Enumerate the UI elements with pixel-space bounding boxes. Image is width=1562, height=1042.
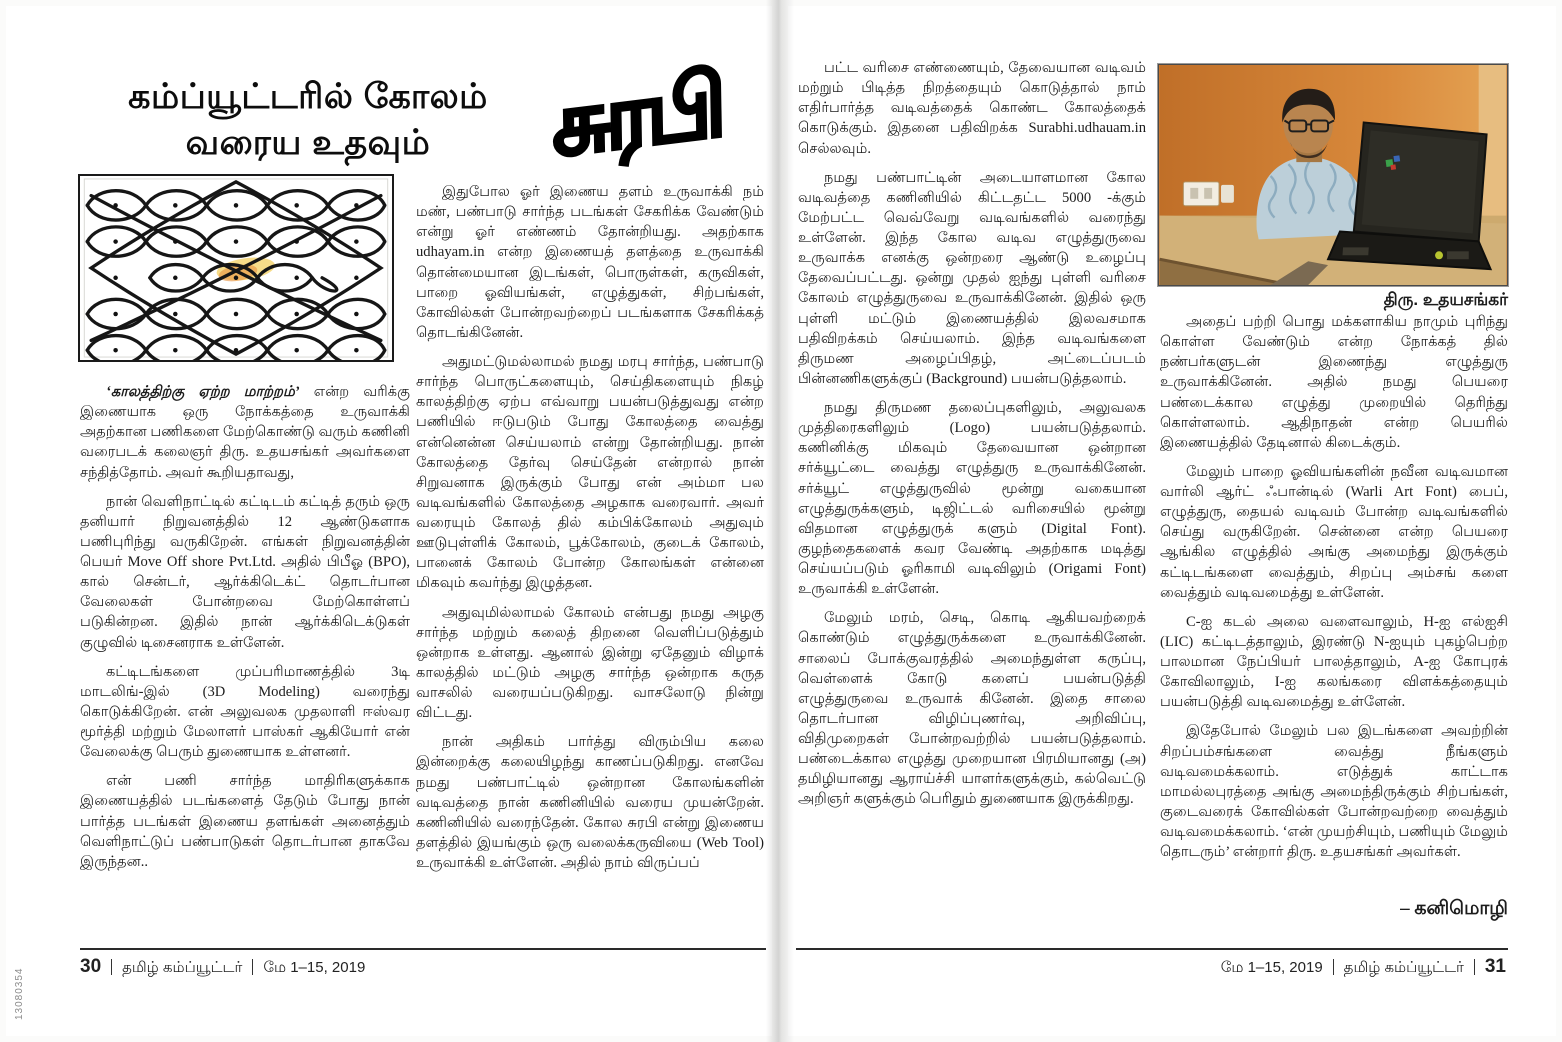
article-title bbox=[88, 74, 528, 166]
paragraph: நான் வெளிநாட்டில் கட்டிடம் கட்டித் தரும் ஒரு தனியார் நிறுவனத்தில் 12 ஆண்டுகளாக பணிபுரிந்து வருகிறேன். எங்கள் நிறுவனத்தின் பெயர் Move Off shore Pvt.Ltd. அதில் பிபீஓ (BPO), கால் சென்டர், ஆர்க்கிடெக்ட் தொடர்பான வேலைகள் போன்றவை மேற்கொள்ளப் படுகின்றன. இதில் நான் ஆர்க்கிடெக்டுகள் குழுவில் டிசைனராக உள்ளேன். bbox=[80, 493, 410, 651]
paragraph: C-ஐ கடல் அலை வளைவாலும், H-ஐ எல்ஐசி (LIC) கட்டிடத்தாலும், இரண்டு N-ஐயும் புகழ்பெற்ற பாலமான நேப்பியர் பாலத்தாலும், A-ஐ கோபுரக் கோவிலாலும், I-ஐ கலங்கரை விளக்கத்தையும் பயன்படுத்தி வடிவமைத்து உள்ளேன். bbox=[1160, 613, 1508, 711]
print-edge-code: 13080354 bbox=[14, 967, 25, 1020]
paragraph: என் பணி சார்ந்த மாதிரிகளுக்காக இணையத்தில் படங்களைத் தேடும் போது நான் பார்த்த படங்கள் இணைய தளங்கள் அனைத்தும் வெளிநாட்டுப் பண்பாடுகள் தொடர்பான தாகவே இருந்தன.. bbox=[80, 773, 410, 870]
intro-lead-phrase: ‘காலத்திற்கு ஏற்ற மாற்றம்’ bbox=[106, 384, 300, 400]
paragraph: நமது பண்பாட்டின் அடையாளமான கோல வடிவத்தை கணினியில் கிட்டதட்ட 5000 -க்கும் மேற்பட்ட வெவ்வேறு வடிவங்களில் வரைந்து உள்ளேன். இந்த கோல வடிவ எழுத்துருவை உருவாக்க எனக்கு ஒன்றரை ஆண்டு உழைப்பு தேவைப்பட்டது. ஒன்று முதல் ஐந்து புள்ளி வரிசை கோலம் எழுத்துருவை உருவாக்கினேன். இதில் ஒரு புள்ளி மட்டும் இணையத்தில் இலவசமாக பதிவிறக்கம் செய்யலாம். இந்த வடிவங்களை திருமண அழைப்பிதழ், அட்டைப்படம் பின்னணிகளுக்குப் (Background) பயன்படுத்தலாம். bbox=[798, 169, 1146, 387]
interviewee-photo bbox=[1158, 64, 1508, 286]
article-title-line1: கம்ப்யூட்டரில் கோலம் bbox=[128, 77, 488, 116]
kolam-line-drawing bbox=[80, 176, 392, 360]
paragraph: பட்ட வரிசை எண்ணையும், தேவையான வடிவம் மற்றும் பிடித்த நிறத்தையும் கொடுத்தால் நாம் எதிர்பார்த்த வடிவத்தைக் கொண்ட கோலத்தைக் கொடுக்கும். இதனை பதிவிறக்க Surabhi.udhauam.in செல்லவும். bbox=[798, 60, 1146, 157]
paragraph: மேலும் மரம், செடி, கொடி ஆகியவற்றைக் கொண்டும் எழுத்துருக்களை உருவாக்கினேன். சாலைப் போக்குவரத்தில் அமைந்துள்ள கருப்பு, வெள்ளைக் கோடு களைப் பயன்படுத்தி எழுத்துருவை உருவாக் கினேன். இதை சாலை தொடர்பான விழிப்புணர்வு, அறிவிப்பு, விதிமுறைகள் போன்றவற்றில் பயன்படுத்தலாம். பண்டைக்கால எழுத்து முறையான பிரமியானது (அ) தமிழியானது ஆராய்ச்சி யாளர்களுக்கும், கல்வெட்டு அறிஞர் களுக்கும் பெரிதும் துணையாக இருக்கிறது. bbox=[798, 610, 1146, 808]
right-page-column-2 bbox=[1160, 312, 1508, 944]
paragraph: அதுமட்டுமல்லாமல் நமது மரபு சார்ந்த, பண்பாடு சார்ந்த பொருட்களையும், செய்திகளையும் நிகழ் காலத்திற்கு ஏற்ப எவ்வாறு பயன்படுத்துவது என்ற பணியில் ஈடுபடும் போது கோலத்தை வைத்து என்னென்ன செய்யலாம் என்று தோன்றியது. நான் கோலத்தை தேர்வு செய்தேன் என்றால் நான் சிறுவனாக இருக்கும் போது என் அம்மா பல வடிவங்களில் கோலத்தை அழகாக வரைவார். அவர் வரையும் கோலத் தில் கம்பிக்கோலம் அதுவும் ஊடுபுள்ளிக் கோலம், பூக்கோலம், குடைக் கோலம், பானைக் கோலம் போன்ற கோலங்கள் என்னை மிகவும் கவர்ந்து இழுத்தன. bbox=[416, 354, 764, 592]
issue-date: மே 1–15, 2019 bbox=[1220, 959, 1323, 976]
footer-divider bbox=[252, 959, 253, 975]
paragraph bbox=[80, 382, 410, 483]
issue-date: மே 1–15, 2019 bbox=[263, 959, 366, 976]
paragraph: நமது திருமண தலைப்புகளிலும், அலுவலக முத்திரைகளிலும் (Logo) பயன்படுத்தலாம். கணினிக்கு மிகவும் தேவையான ஒன்றான சர்க்யூட்டை வைத்து எழுத்துரு உருவாக்கினேன். சர்க்யூட் எழுத்துருவில் மூன்று வகையான எழுத்துருக்களும், டிஜிட்டல் வரிசையில் மூன்று விதமான எழுத்துருக் களும் (Digital Font). குழந்தைகளைக் கவர வேண்டி அதற்காக மடித்து செய்யப்படும் ஓரிகாமி வடிவிலும் (Origami Font) உருவாக்கி உள்ளேன். bbox=[798, 400, 1146, 598]
paragraph: அதுவுமில்லாமல் கோலம் என்பது நமது அழகு சார்ந்த மற்றும் கலைத் திறனை வெளிப்படுத்தும் ஒன்றாக உள்ளது. ஆனால் இன்று ஏதேனும் விழாக் காலத்தில் மட்டும் அழகு சார்ந்த ஒன்றாக கருத வாசலில் வரையப்படுகிறது. வாசலோடு நின்று விட்டது. bbox=[416, 604, 764, 722]
paragraph: மேலும் பாறை ஓவியங்களின் நவீன வடிவமான வார்லி ஆர்ட் ஃபான்டில் (Warli Art Font) பைப், எழுத்துரு, தையல் வடிவம் போன்ற வடிவங்களில் செய்து வருகிறேன். சென்னை என்ற பெயரை ஆங்கில எழுத்தில் அங்கு அமைந்து இருக்கும் கட்டிடங்களை வைத்தும், சிறப்பு அம்சங் களை வைத்தும் வடிவமைத்து உள்ளேன். bbox=[1160, 463, 1508, 601]
right-page-number: 31 bbox=[1484, 956, 1506, 977]
kolam-illustration bbox=[78, 174, 394, 362]
paragraph: கட்டிடங்களை முப்பரிமாணத்தில் 3டி மாடலிங்-இல் (3D Modeling) வரைந்து கொடுக்கிறேன். என் அலுவலக முதலாளி ஈஸ்வர மூர்த்தி மற்றும் மேலாளர் பாஸ்கர் ஆகியோர் என் வேலைக்கு பெரும் துணையாக உள்ளனர். bbox=[80, 663, 410, 761]
footer-divider bbox=[1474, 959, 1475, 975]
paragraph: இதேபோல் மேலும் பல இடங்களை அவற்றின் சிறப்பம்சங்களை வைத்து நீங்களும் வடிவமைக்கலாம். எடுத்துக் காட்டாக மாமல்லபுரத்தை அங்கு அமைந்திருக்கும் சிற்பங்கள், குடைவரைக் கோவில்கள் போன்றவற்றை வைத்தும் வடிவமைக்கலாம். ‘என் முயற்சியும், பணியும் மேலும் தொடரும்’ என்றார் திரு. உதயசங்கர் அவர்கள். bbox=[1160, 723, 1508, 861]
magazine-name: தமிழ் கம்ப்யூட்டர் bbox=[1343, 959, 1464, 976]
intro-rest: என்ற வரிக்கு இணையாக ஒரு நோக்கத்தை உருவாக்கி அதற்கான பணிகளை மேற்கொண்டு வரும் கணினி வரைபடக் கலைஞர் திரு. உதயசங்கர் அவர்களை சந்தித்தோம். அவர் கூறியதாவது, bbox=[80, 384, 410, 481]
footer-divider bbox=[111, 959, 112, 975]
footer-divider bbox=[1333, 959, 1334, 975]
photo-caption: திரு. உதயசங்கர் bbox=[1383, 290, 1508, 309]
right-page-column-1 bbox=[798, 58, 1146, 942]
paragraph: அதைப் பற்றி பொது மக்களாகிய நாமும் புரிந்து கொள்ள வேண்டும் என்ற நோக்கத் தில் நண்பர்களுடன் இணைந்து எழுத்துரு உருவாக்கினேன். அதில் நமது பெயரை பண்டைக்கால எழுத்து முறையில் தெரிந்து கொள்ளலாம். ஆதிநாதன் என்ற பெயரில் இணையத்தில் தேடினால் கிடைக்கும். bbox=[1160, 314, 1508, 451]
magazine-name: தமிழ் கம்ப்யூட்டர் bbox=[122, 959, 243, 976]
author-byline: – கனிமொழி bbox=[1400, 898, 1508, 919]
left-page-column-1 bbox=[80, 382, 410, 942]
left-page-column-2 bbox=[416, 182, 764, 944]
left-page-number: 30 bbox=[80, 956, 102, 977]
article-title-line2: வரைய உதவும் bbox=[185, 123, 431, 163]
surabhi-masthead-logo: சுரபி bbox=[551, 52, 724, 177]
paragraph: இதுபோல ஓர் இணைய தளம் உருவாக்கி நம் மண், பண்பாடு சார்ந்த படங்கள் சேகரிக்க வேண்டும் என்று ஓர் எண்ணம் தோன்றியது. அதற்காக udhayam.in என்ற இணையத் தளத்தை உருவாக்கி தொன்மையான இடங்கள், பொருள்கள், கருவிகள், பாறை ஓவியங்கள், எழுத்துகள், சிற்பங்கள், கோவில்கள் போன்றவற்றைப் படங்களாக சேகரிக்கத் தொடங்கினேன். bbox=[416, 184, 764, 341]
photo-of-udhayasankar-at-laptop bbox=[1159, 65, 1507, 285]
left-footer-rule bbox=[80, 948, 766, 950]
right-footer-rule bbox=[796, 948, 1508, 950]
left-footer bbox=[80, 956, 365, 978]
paragraph: நான் அதிகம் பார்த்து விரும்பிய கலை இன்றைக்கு கலையிழந்து காணப்படுகிறது. எனவே நமது பண்பாட்டில் ஒன்றான கோலங்களின் வடிவத்தை நான் கணினியில் வரைய முயன்றேன். கணினியில் வரைந்தேன். கோல சுரபி என்று இணைய தளத்தில் இயங்கும் ஒரு வலைக்கருவியை (Web Tool) உருவாக்கி உள்ளேன். அதில் நாம் விருப்பப் bbox=[416, 734, 764, 871]
right-footer bbox=[1221, 956, 1506, 978]
